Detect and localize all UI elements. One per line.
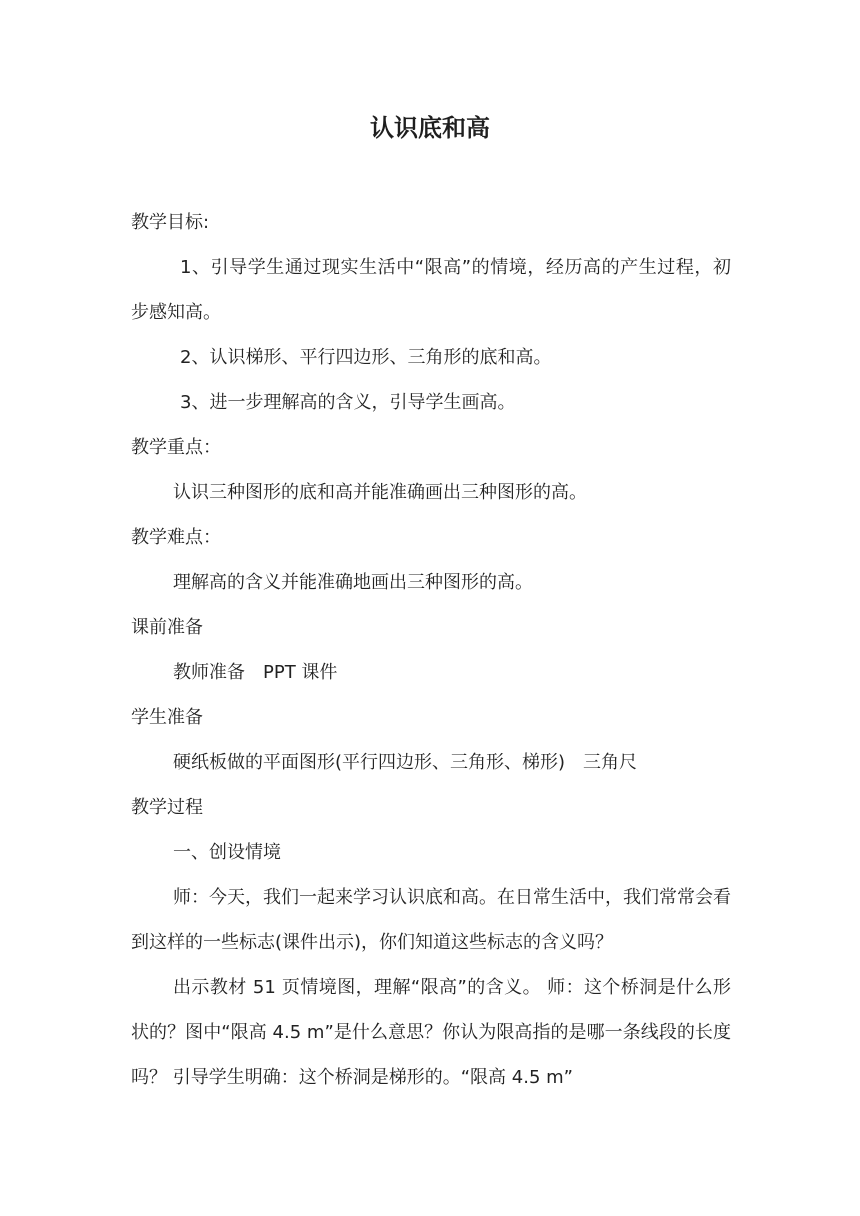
section-heading-process: 教学过程 (131, 797, 203, 818)
objective-item-1: 1、引导学生通过现实生活中“限高”的情境，经历高的产生过程，初步感知高。 (131, 257, 731, 323)
section-heading-student-preparation: 学生准备 (131, 707, 203, 728)
process-step-heading: 一、创设情境 (173, 842, 281, 863)
process-paragraph-1: 师：今天，我们一起来学习认识底和高。在日常生活中，我们常常会看到这样的一些标志(课件出示)，你们知道这些标志的含义吗？ (131, 887, 731, 953)
difficulties-text: 理解高的含义并能准确地画出三种图形的高。 (173, 572, 533, 593)
section-heading-key-points: 教学重点： (131, 437, 221, 458)
student-preparation-text: 硬纸板做的平面图形(平行四边形、三角形、梯形) 三角尺 (173, 752, 638, 773)
section-heading-objectives: 教学目标: (131, 212, 210, 233)
document-body (131, 200, 731, 1100)
objective-item-3: 3、进一步理解高的含义，引导学生画高。 (180, 392, 516, 413)
process-paragraph-2: 出示教材 51 页情境图，理解“限高”的含义。 师：这个桥洞是什么形状的？图中“限高 4.5 m”是什么意思？你认为限高指的是哪一条线段的长度吗？ 引导学生明确：这个桥洞是梯形的。“限高 4.5 m” (131, 977, 731, 1088)
document-title: 认识底和高 (370, 114, 490, 142)
key-points-text: 认识三种图形的底和高并能准确画出三种图形的高。 (173, 482, 587, 503)
objective-item-2: 2、认识梯形、平行四边形、三角形的底和高。 (180, 347, 552, 368)
teacher-preparation-text: 教师准备 PPT 课件 (173, 662, 338, 683)
section-heading-difficulties: 教学难点： (131, 527, 221, 548)
section-heading-preparation: 课前准备 (131, 617, 203, 638)
